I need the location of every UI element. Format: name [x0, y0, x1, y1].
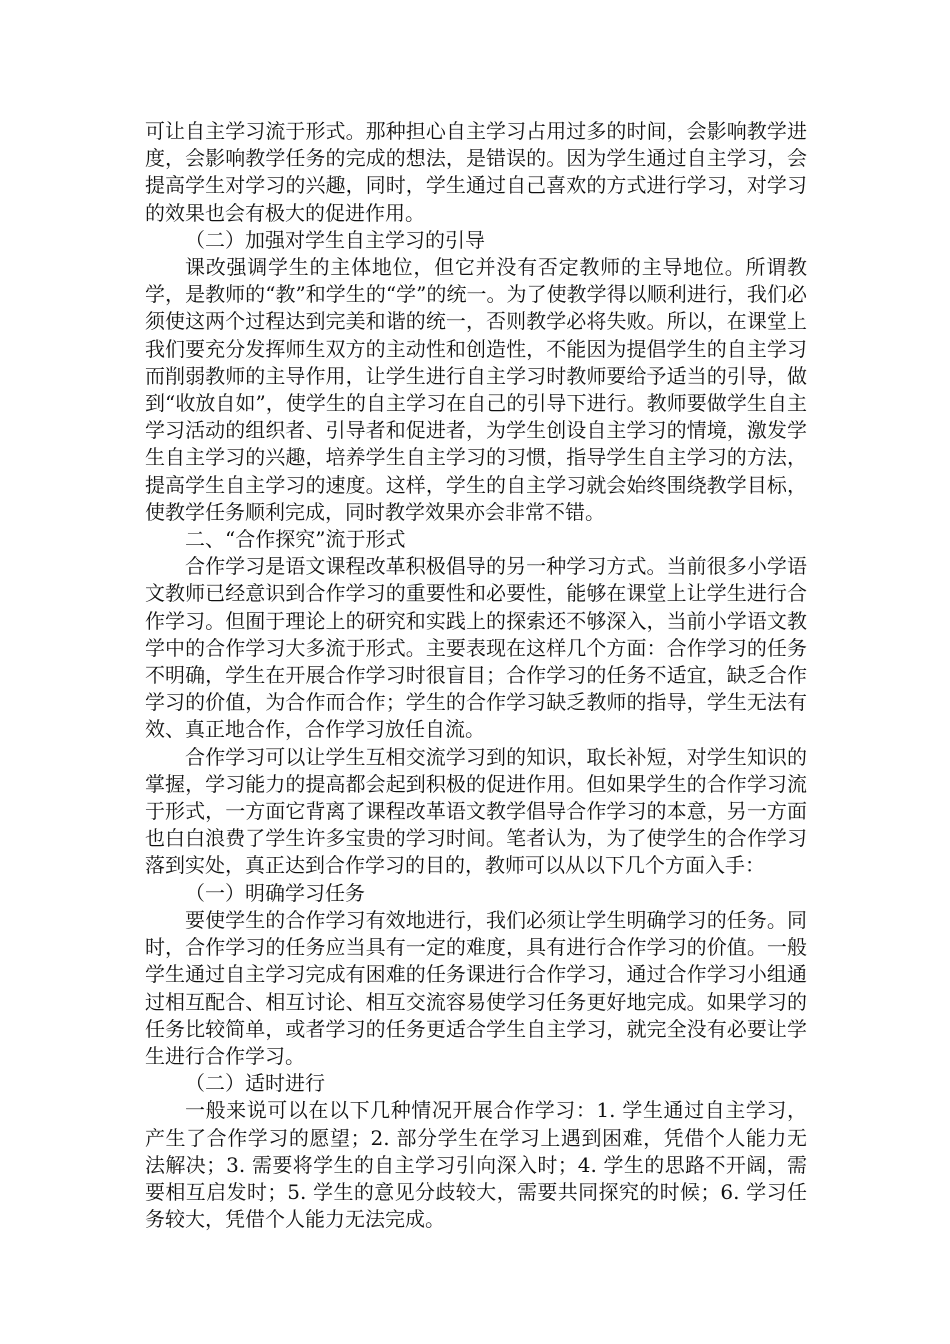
paragraph: 课改强调学生的主体地位，但它并没有否定教师的主导地位。所谓教学，是教师的“教”和学生的“学”的统一。为了使教学得以顺利进行，我们必须使这两个过程达到完美和谐的统一，否则教学必将失败。所以，在课堂上我们要充分发挥师生双方的主动性和创造性，不能因为提倡学生的自主学习而削弱教师的主导作用，让学生进行自主学习时教师要给予适当的引导，做到“收放自如”，使学生的自主学习在自己的引导下进行。教师要做学生自主学习活动的组织者、引导者和促进者，为学生创设自主学习的情境，激发学生自主学习的兴趣，培养学生自主学习的习惯，指导学生自主学习的方法，提高学生自主学习的速度。这样，学生的自主学习就会始终围绕教学目标，使教学任务顺利完成，同时教学效果亦会非常不错。 [145, 255, 807, 524]
section-heading: （一）明确学习任务 [185, 880, 365, 905]
paragraph: 合作学习是语文课程改革积极倡导的另一种学习方式。当前很多小学语文教师已经意识到合作学习的重要性和必要性，能够在课堂上让学生进行合作学习。但囿于理论上的研究和实践上的探索还不够深入，当前小学语文教学中的合作学习大多流于形式。主要表现在这样几个方面：合作学习的任务不明确，学生在开展合作学习时很盲目；合作学习的任务不适宜，缺乏合作学习的价值，为合作而合作；学生的合作学习缺乏教师的指导，学生无法有效、真正地合作，合作学习放任自流。 [145, 554, 807, 742]
document-body [145, 118, 807, 1233]
section-heading: 二、“合作探究”流于形式 [185, 527, 406, 552]
section-heading: （二）适时进行 [185, 1071, 325, 1096]
paragraph: 要使学生的合作学习有效地进行，我们必须让学生明确学习的任务。同时，合作学习的任务应当具有一定的难度，具有进行合作学习的价值。一般学生通过自主学习完成有困难的任务课进行合作学习，通过合作学习小组通过相互配合、相互讨论、相互交流容易使学习任务更好地完成。如果学习的任务比较简单，或者学习的任务更适合学生自主学习，就完全没有必要让学生进行合作学习。 [145, 907, 807, 1068]
paragraph-continued: 可让自主学习流于形式。那种担心自主学习占用过多的时间，会影响教学进度，会影响教学任务的完成的想法，是错误的。因为学生通过自主学习，会提高学生对学习的兴趣，同时，学生通过自己喜欢的方式进行学习，对学习的效果也会有极大的促进作用。 [145, 119, 807, 225]
section-heading: （二）加强对学生自主学习的引导 [185, 227, 485, 252]
paragraph: 合作学习可以让学生互相交流学习到的知识，取长补短，对学生知识的掌握，学习能力的提高都会起到积极的促进作用。但如果学生的合作学习流于形式，一方面它背离了课程改革语文教学倡导合作学习的本意，另一方面也白白浪费了学生许多宝贵的学习时间。笔者认为，为了使学生的合作学习落到实处，真正达到合作学习的目的，教师可以从以下几个方面入手： [145, 744, 807, 878]
paragraph: 一般来说可以在以下几种情况开展合作学习：1. 学生通过自主学习，产生了合作学习的愿望；2. 部分学生在学习上遇到困难，凭借个人能力无法解决；3. 需要将学生的自主学习引向深入时；4. 学生的思路不开阔，需要相互启发时；5. 学生的意见分歧较大，需要共同探究的时候；6. 学习任务较大，凭借个人能力无法完成。 [145, 1098, 807, 1232]
